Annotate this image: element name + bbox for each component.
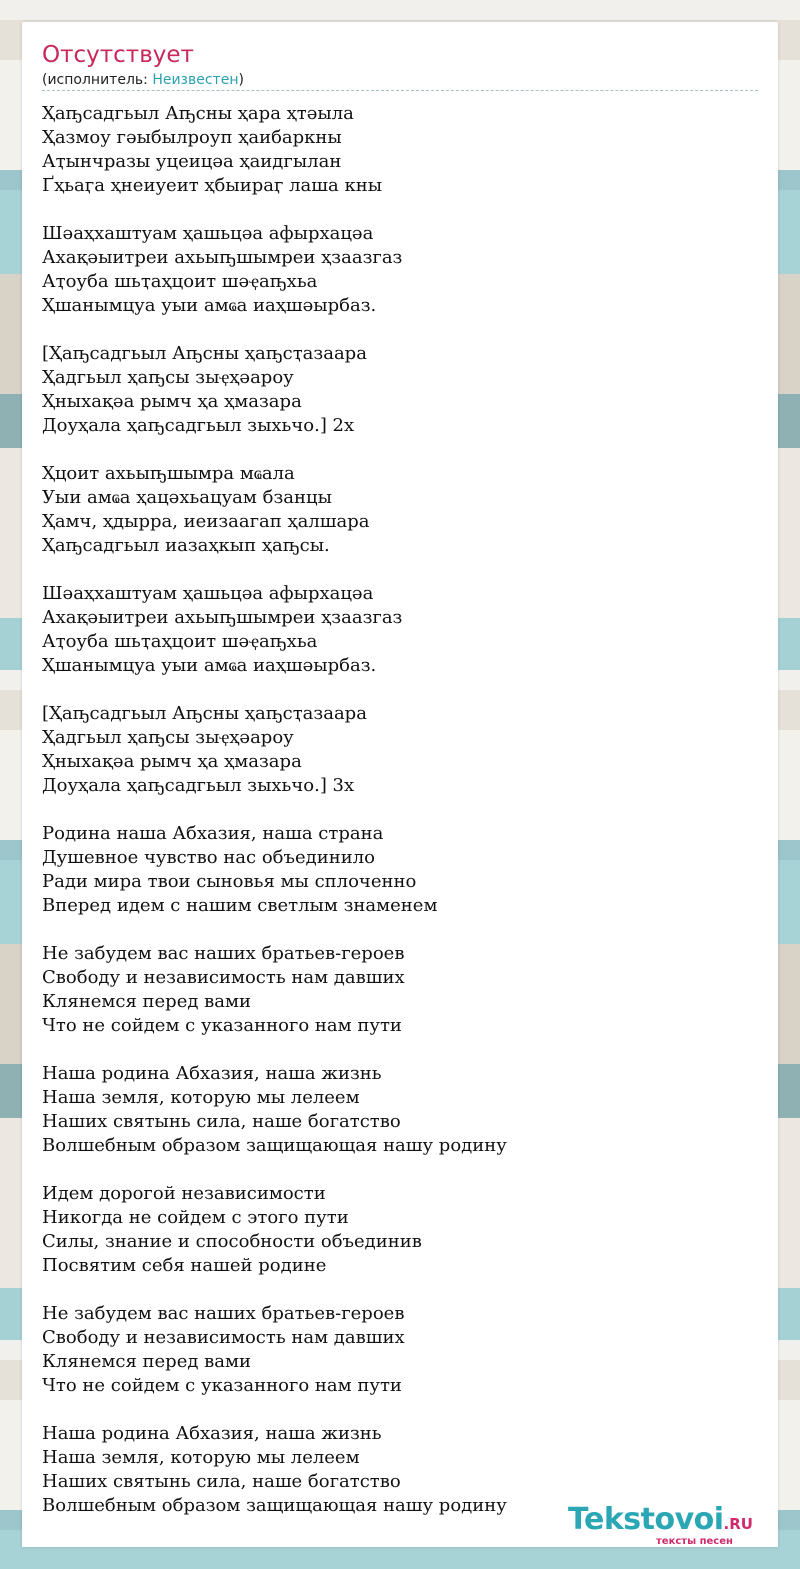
lyric-line: Аҭоуба шьҭаҳцоит шәҿаҧхьа [42, 271, 318, 292]
lyric-line: Что не сойдем с указанного нам пути [42, 1375, 402, 1396]
lyric-line: Клянемся перед вами [42, 1351, 252, 1372]
verse-gap [42, 678, 762, 702]
lyric-line: Ҳадгьыл ҳаҧсы зыҿҳәароу [42, 727, 294, 748]
lyric-line: Ҳаҧсадгьыл Аҧсны ҳара ҳтәыла [42, 103, 354, 124]
lyric-line: Никогда не сойдем с этого пути [42, 1207, 349, 1228]
lyric-line: Силы, знание и способности объединив [42, 1231, 422, 1252]
lyric-line: Ҳцоит ахьыҧшымра мҩала [42, 463, 295, 484]
song-title: Отсутствует [42, 42, 194, 68]
lyric-line: Ҳазмоу гәыбылроуп ҳаибаркны [42, 127, 342, 148]
logo-tagline: тексты песен [656, 1536, 733, 1547]
lyric-line: Свободу и независимость нам давших [42, 967, 405, 988]
lyric-line: [Ҳаҧсадгьыл Аҧсны ҳаҧсҭазаара [42, 703, 367, 724]
verse-gap [42, 1278, 762, 1302]
verse-gap [42, 438, 762, 462]
lyric-line: Уыи амҩа ҳацәхьацуам бзанцы [42, 487, 332, 508]
lyric-line: Родина наша Абхазия, наша страна [42, 823, 384, 844]
lyric-line: Ҳаҧсадгьыл иазаҳкып ҳаҧсы. [42, 535, 330, 556]
lyric-line: Волшебным образом защищающая нашу родину [42, 1495, 507, 1516]
verse-gap [42, 1398, 762, 1422]
title-divider [42, 90, 758, 91]
verse-gap [42, 1158, 762, 1182]
lyric-line: Ҳшанымцуа уыи амҩа иаҳшәырбаз. [42, 655, 377, 676]
lyric-line: Ҳшанымцуа уыи амҩа иаҳшәырбаз. [42, 295, 377, 316]
lyric-line: Не забудем вас наших братьев-героев [42, 943, 405, 964]
lyric-line: Ахақәыитреи ахьыҧшымреи ҳзаазгаз [42, 247, 403, 268]
lyric-line: Наша родина Абхазия, наша жизнь [42, 1423, 382, 1444]
performer-link[interactable]: Неизвестен [152, 72, 239, 88]
lyric-line: Аҭынчразы уцеицәа ҳаидгылан [42, 151, 342, 172]
lyrics-body [42, 102, 762, 1518]
lyric-line: Доуҳала ҳаҧсадгьыл зыхьчо.] 3х [42, 775, 355, 796]
lyric-line: Наша земля, которую мы лелеем [42, 1087, 360, 1108]
lyric-line: Ҳныхақәа рымч ҳа ҳмазара [42, 751, 302, 772]
site-logo[interactable] [568, 1502, 753, 1547]
lyric-line: [Ҳаҧсадгьыл Аҧсны ҳаҧсҭазаара [42, 343, 367, 364]
performer-line [42, 72, 244, 88]
lyric-line: Доуҳала ҳаҧсадгьыл зыхьчо.] 2х [42, 415, 355, 436]
lyric-line: Наших святынь сила, наше богатство [42, 1471, 401, 1492]
lyric-line: Наша земля, которую мы лелеем [42, 1447, 360, 1468]
lyric-line: Вперед идем с нашим светлым знаменем [42, 895, 438, 916]
verse-gap [42, 318, 762, 342]
lyric-line: Шәаҳхаштуам ҳашьцәа афырхацәа [42, 223, 374, 244]
performer-prefix: (исполнитель: [42, 72, 153, 88]
lyric-line: Свободу и независимость нам давших [42, 1327, 405, 1348]
lyric-line: Что не сойдем с указанного нам пути [42, 1015, 402, 1036]
logo-brand: Tekstovoi [568, 1502, 724, 1537]
lyric-line: Ахақәыитреи ахьыҧшымреи ҳзаазгаз [42, 607, 403, 628]
lyric-line: Ґҳьаӷа ҳнеиуеит ҳбыираӷ лаша кны [42, 175, 383, 196]
verse-gap [42, 558, 762, 582]
verse-gap [42, 198, 762, 222]
lyric-line: Шәаҳхаштуам ҳашьцәа афырхацәа [42, 583, 374, 604]
lyric-line: Ҳамч, ҳдырра, иеизаагап ҳалшара [42, 511, 370, 532]
lyric-line: Ҳадгьыл ҳаҧсы зыҿҳәароу [42, 367, 294, 388]
verse-gap [42, 1038, 762, 1062]
lyric-line: Не забудем вас наших братьев-героев [42, 1303, 405, 1324]
logo-tld: .RU [723, 1515, 753, 1533]
lyric-line: Клянемся перед вами [42, 991, 252, 1012]
lyric-line: Посвятим себя нашей родине [42, 1255, 327, 1276]
lyric-line: Ради мира твои сыновья мы сплоченно [42, 871, 417, 892]
lyric-line: Ҳныхақәа рымч ҳа ҳмазара [42, 391, 302, 412]
verse-gap [42, 918, 762, 942]
verse-gap [42, 798, 762, 822]
lyric-line: Волшебным образом защищающая нашу родину [42, 1135, 507, 1156]
lyrics-card [22, 22, 778, 1547]
lyric-line: Душевное чувство нас объединило [42, 847, 375, 868]
performer-suffix: ) [238, 72, 244, 88]
lyric-line: Идем дорогой независимости [42, 1183, 326, 1204]
lyric-line: Аҭоуба шьҭаҳцоит шәҿаҧхьа [42, 631, 318, 652]
lyric-line: Наша родина Абхазия, наша жизнь [42, 1063, 382, 1084]
lyric-line: Наших святынь сила, наше богатство [42, 1111, 401, 1132]
